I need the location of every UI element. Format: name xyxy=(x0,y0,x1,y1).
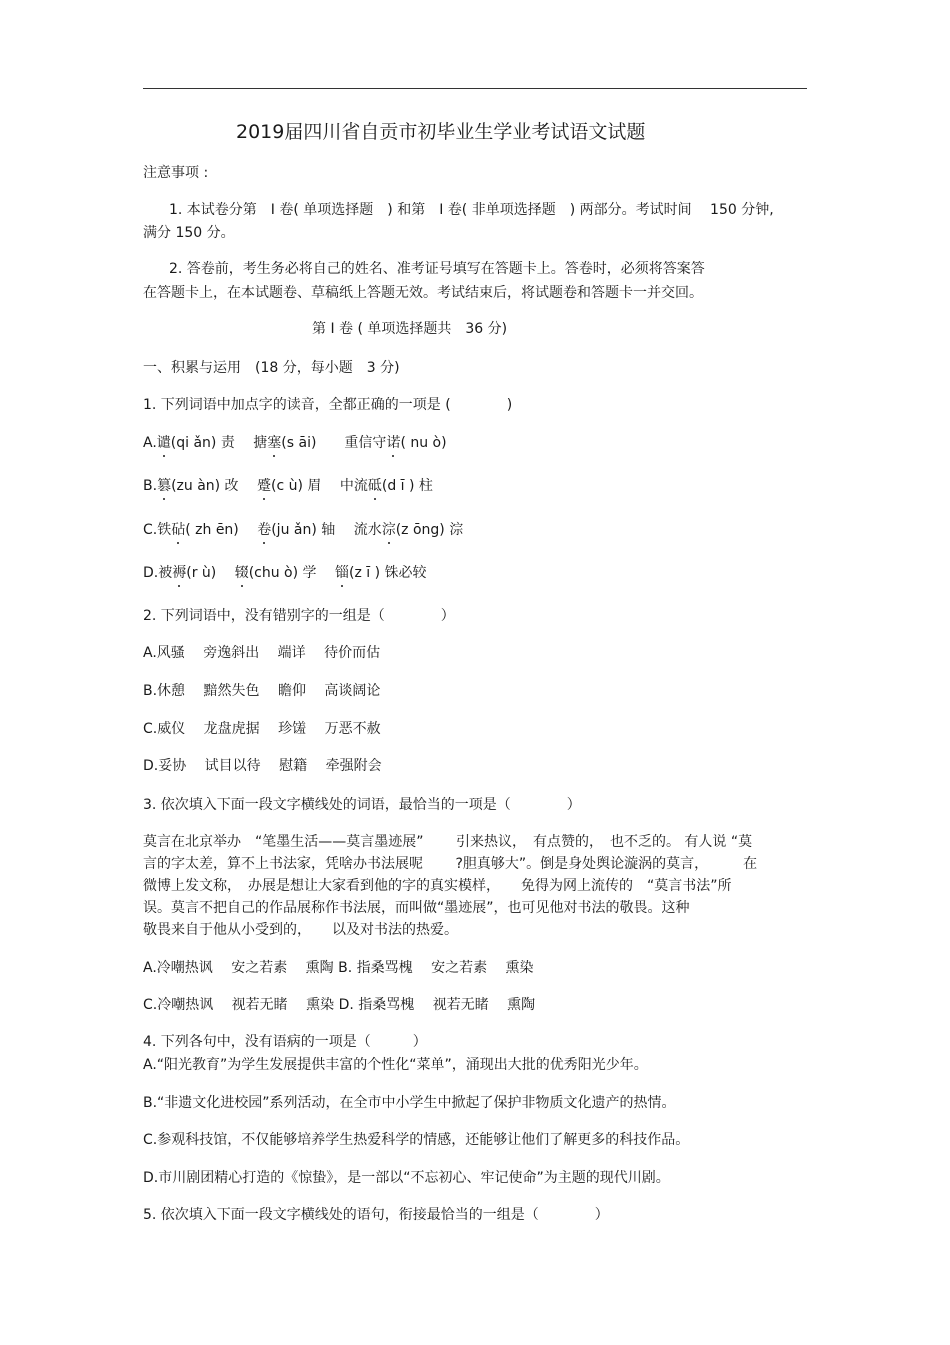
q2-option-a: A.风骚 旁逸斜出 端详 待价而估 xyxy=(143,645,381,661)
header-rule xyxy=(143,88,807,89)
q4-option-c: C.参观科技馆，不仅能够培养学生热爱科学的情感，还能够让他们了解更多的科技作品。 xyxy=(143,1132,690,1148)
dotted-char: 淙 xyxy=(381,522,396,538)
notice-label: 注意事项 : xyxy=(143,165,209,181)
dotted-char: 诺 xyxy=(386,435,401,451)
option-part: (d ī ) 柱 xyxy=(381,478,433,494)
q3-passage-line1: 莫言在北京举办 “笔墨生活——莫言墨迹展” 引来热议， 有点赞的， 也不乏的。 有人说 “莫 xyxy=(143,834,753,850)
q4-option-d: D.市川剧团精心打造的《惊蛰》，是一部以“不忘初心、牢记使命”为主题的现代川剧。 xyxy=(143,1170,670,1186)
option-part: ( zh ēn) xyxy=(185,522,258,538)
q5-stem: 5. 依次填入下面一段文字横线处的语句，衔接最恰当的一组是（ ） xyxy=(143,1207,609,1223)
q1-option-d xyxy=(143,564,427,582)
q3-stem: 3. 依次填入下面一段文字横线处的词语，最恰当的一项是（ ） xyxy=(143,797,581,813)
dotted-char: 谴 xyxy=(156,435,171,451)
notice-2-line2: 在答题卡上，在本试题卷、草稿纸上答题无效。考试结束后，将试题卷和答题卡一并交回。 xyxy=(143,285,703,301)
option-part: (qi ǎn) 责 搪 xyxy=(170,435,268,451)
q1-stem: 1. 下列词语中加点字的读音，全都正确的一项是 ( ) xyxy=(143,397,513,413)
q4-option-a: A.“阳光教育”为学生发展提供丰富的个性化“菜单”，涌现出大批的优秀阳光少年。 xyxy=(143,1057,648,1073)
option-part: (s āi) 重信守 xyxy=(281,435,387,451)
document-title: 2019届四川省自贡市初毕业生学业考试语文试题 xyxy=(236,121,646,143)
option-part: (z ī ) 铢必较 xyxy=(348,565,427,581)
option-part: C.铁 xyxy=(143,522,172,538)
dotted-char: 褥 xyxy=(172,565,187,581)
dotted-char: 塞 xyxy=(267,435,282,451)
q3-options-ab: A.冷嘲热讽 安之若素 熏陶 B. 指桑骂槐 安之若素 熏染 xyxy=(143,960,534,976)
option-part: (c ù) 眉 中流 xyxy=(271,478,368,494)
q3-passage-line3: 微博上发文称， 办展是想让大家看到他的字的真实模样， 免得为网上流传的 “莫言书法”所 xyxy=(143,878,732,894)
option-part: ( nu ò) xyxy=(400,435,447,451)
q4-option-b: B.“非遗文化进校园”系列活动，在全市中小学生中掀起了保护非物质文化遗产的热情。 xyxy=(143,1095,676,1111)
q4-stem: 4. 下列各句中，没有语病的一项是（ ） xyxy=(143,1034,427,1050)
dotted-char: 砧 xyxy=(171,522,186,538)
q2-option-d: D.妥协 试目以待 慰籍 牵强附会 xyxy=(143,758,382,774)
q1-option-c xyxy=(143,521,463,539)
dotted-char: 砥 xyxy=(367,478,382,494)
dotted-char: 篡 xyxy=(157,478,172,494)
q2-option-b: B.休憩 黯然失色 瞻仰 高谈阔论 xyxy=(143,683,381,699)
q2-option-c: C.威仪 龙盘虎据 珍馐 万恶不赦 xyxy=(143,721,381,737)
option-part: (zu àn) 改 xyxy=(171,478,258,494)
q3-passage-line2: 言的字太差，算不上书法家，凭啥办书法展呢 ?胆真够大”。倒是身处舆论漩涡的莫言， 在 xyxy=(143,856,758,872)
q3-options-cd: C.冷嘲热讽 视若无睹 熏染 D. 指桑骂槐 视若无睹 熏陶 xyxy=(143,997,536,1013)
q3-passage-line4: 误。莫言不把自己的作品展称作书法展，而叫做“墨迹展”，也可见他对书法的敬畏。这种 xyxy=(143,900,690,916)
q2-stem: 2. 下列词语中，没有错别字的一组是（ ） xyxy=(143,608,455,624)
dotted-char: 蹙 xyxy=(257,478,272,494)
q1-option-a xyxy=(143,434,447,452)
part1-title: 一、积累与运用 (18 分，每小题 3 分) xyxy=(143,360,400,376)
option-part: B. xyxy=(143,478,158,494)
dotted-char: 卷 xyxy=(257,522,272,538)
q3-passage-line5: 敬畏来自于他从小受到的， 以及对书法的热爱。 xyxy=(143,922,458,938)
option-part: A. xyxy=(143,435,157,451)
option-part: (ju ǎn) 轴 流水 xyxy=(271,522,382,538)
option-part: (chu ò) 学 xyxy=(248,565,335,581)
notice-1-line2: 满分 150 分。 xyxy=(143,225,235,241)
option-part: (z ōng) 淙 xyxy=(395,522,464,538)
option-part: D.被 xyxy=(143,565,173,581)
dotted-char: 辍 xyxy=(234,565,249,581)
notice-2-line1: 2. 答卷前，考生务必将自己的姓名、准考证号填写在答题卡上。答卷时，必须将答案答 xyxy=(169,261,705,277)
section-title: 第 I 卷 ( 单项选择题共 36 分) xyxy=(312,321,508,337)
option-part: (r ù) xyxy=(186,565,235,581)
q1-option-b xyxy=(143,477,433,495)
dotted-char: 锱 xyxy=(334,565,349,581)
notice-1-line1: 1. 本试卷分第 Ⅰ 卷( 单项选择题 ) 和第 Ⅰ 卷( 非单项选择题 ) 两部分。考试时间 150 分钟, xyxy=(169,202,774,218)
